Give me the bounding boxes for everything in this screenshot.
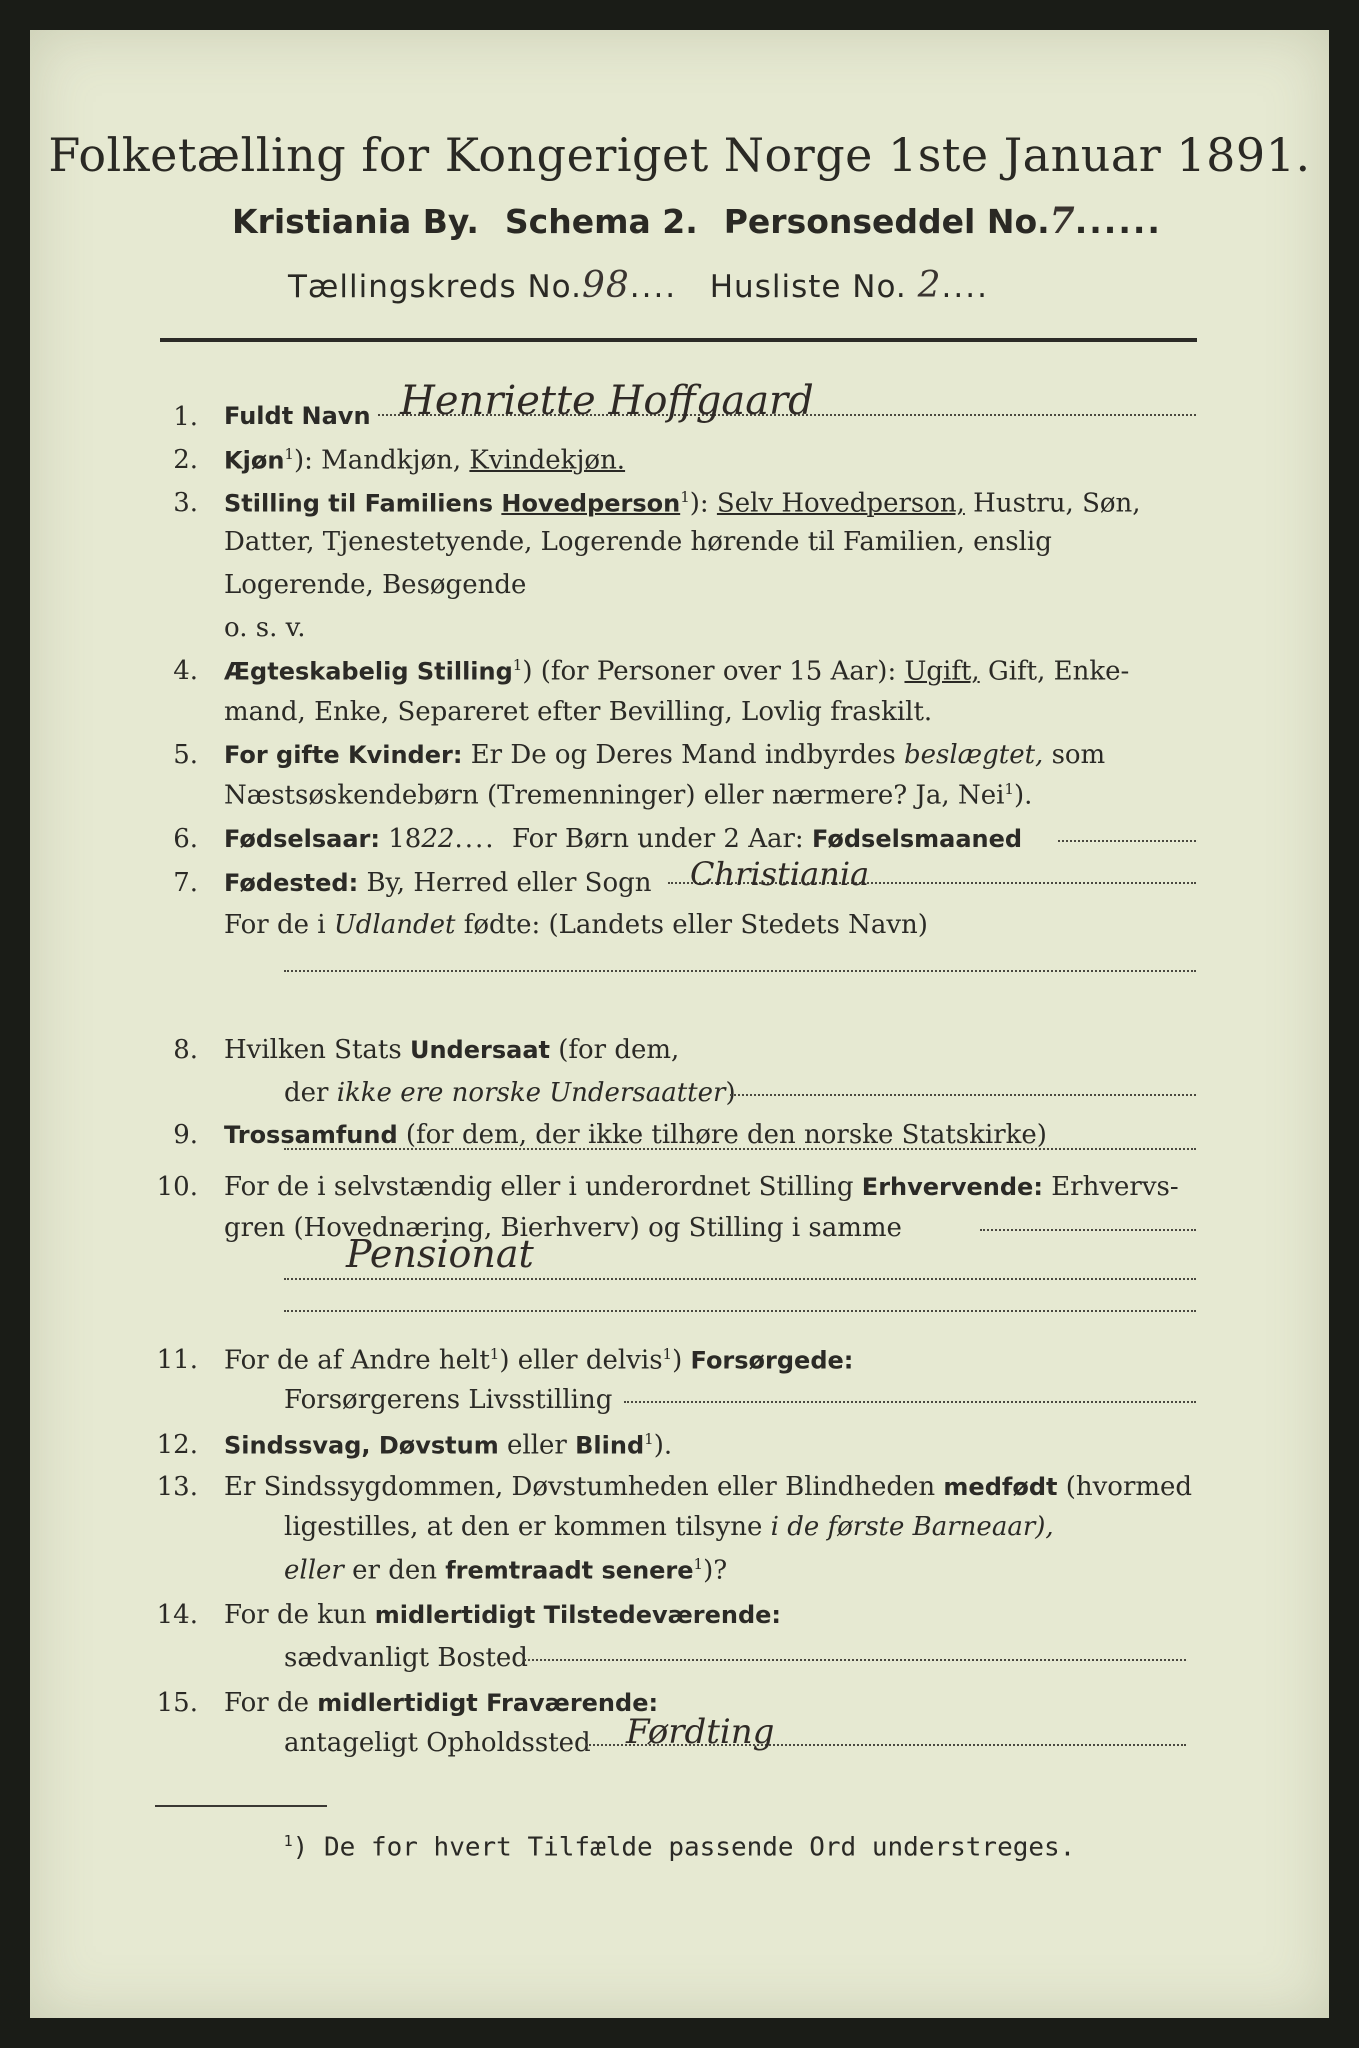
husliste-value: 2 — [917, 265, 942, 306]
personseddel-value: 7 — [1049, 200, 1075, 242]
q7-answer: Christiania — [690, 855, 870, 893]
form-title: Folketælling for Kongeriget Norge 1ste Januar 1891. — [48, 128, 1311, 182]
q6-year: 22 — [421, 824, 455, 854]
footnote: $^1$) De for hvert Tilfælde passende Ord understreges. — [283, 1832, 1076, 1863]
q3-selected: Selv Hovedperson, — [716, 488, 965, 519]
q2-selected: Kvindekjøn. — [469, 445, 626, 476]
header-rule — [160, 338, 1197, 342]
q1-label: Fuldt Navn — [224, 402, 371, 430]
q10-answer: Pensionat — [346, 1232, 534, 1276]
city-label: Kristiania By. — [232, 202, 479, 241]
q15-answer: Førdting — [626, 1712, 775, 1752]
footnote-rule — [155, 1805, 327, 1807]
taellingskreds-label: Tællingskreds No. — [288, 269, 582, 305]
personseddel-label: Personseddel No. — [723, 202, 1050, 241]
personseddel-dots: ...... — [1074, 202, 1162, 241]
q1-answer: Henriette Hoffgaard — [400, 378, 814, 424]
q4-selected: Ugift, — [904, 656, 980, 687]
husliste-label: Husliste No. — [709, 269, 907, 305]
district-line: Tællingskreds No.98.... Husliste No. 2.... — [288, 265, 989, 306]
form-subtitle — [232, 200, 1162, 242]
taellingskreds-value: 98 — [581, 265, 630, 306]
schema-label: Schema 2. — [504, 202, 698, 241]
